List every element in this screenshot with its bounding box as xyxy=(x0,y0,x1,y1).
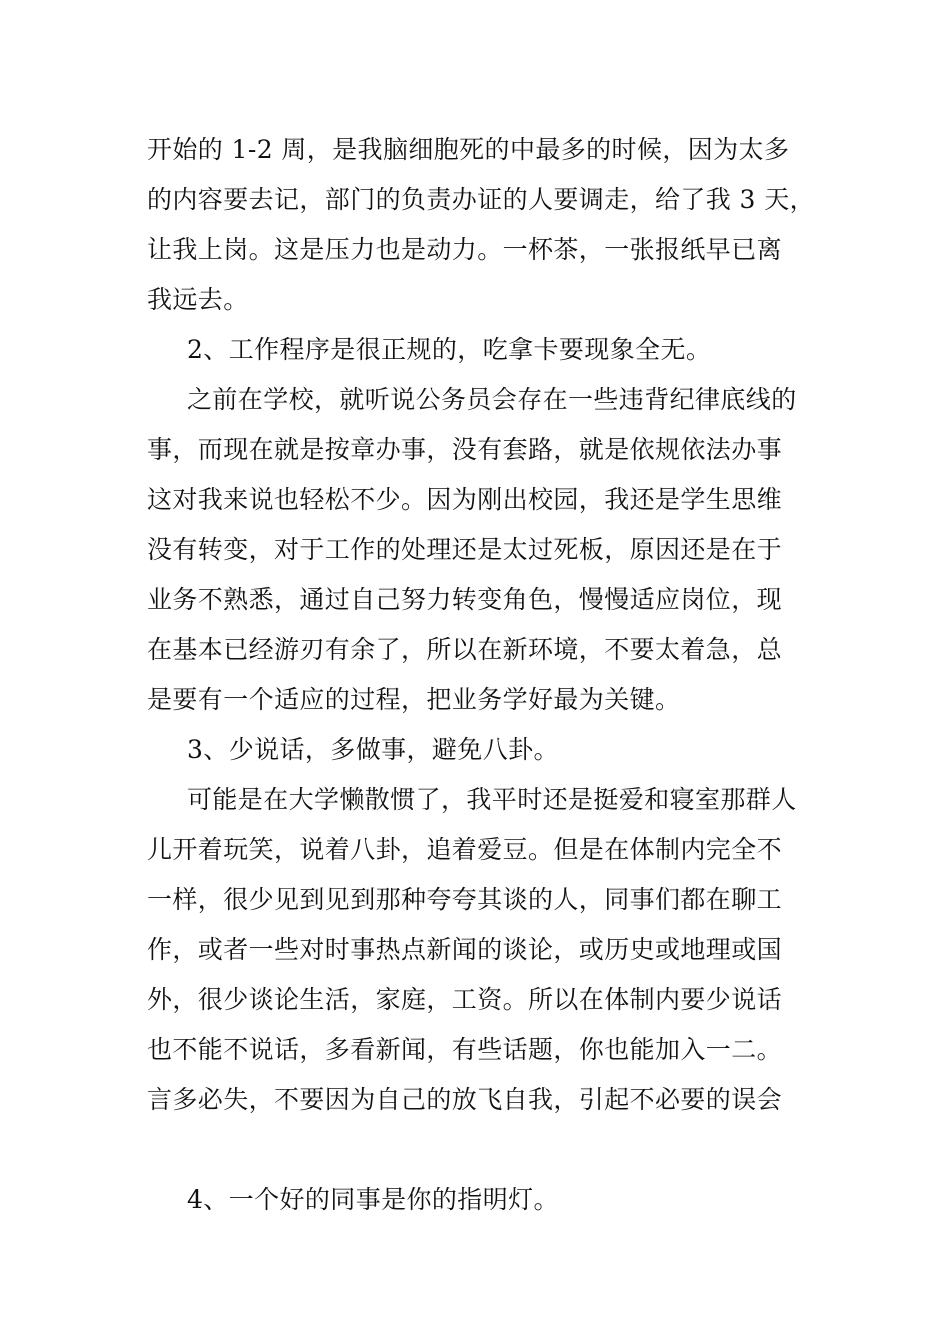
section-heading-4: 4、一个好的同事是你的指明灯。 xyxy=(187,1185,559,1214)
paragraph-line: 也不能不说话，多看新闻，有些话题，你也能加入一二。 xyxy=(147,1035,783,1064)
paragraph-line: 这对我来说也轻松不少。因为刚出校园，我还是学生思维 xyxy=(147,485,783,514)
paragraph-line: 的内容要去记，部门的负责办证的人要调走，给了我 3 天， xyxy=(147,185,816,214)
paragraph-line: 开始的 1-2 周，是我脑细胞死的中最多的时候，因为太多 xyxy=(147,135,790,164)
paragraph-line: 言多必失，不要因为自己的放飞自我，引起不必要的误会 xyxy=(147,1085,783,1114)
paragraph-line: 事，而现在就是按章办事，没有套路，就是依规依法办事 xyxy=(147,435,783,464)
paragraph-line: 没有转变，对于工作的处理还是太过死板，原因还是在于 xyxy=(147,535,783,564)
paragraph-line: 作，或者一些对时事热点新闻的谈论，或历史或地理或国 xyxy=(147,935,783,964)
paragraph-line: 外，很少谈论生活，家庭，工资。所以在体制内要少说话 xyxy=(147,985,783,1014)
paragraph-line: 一样，很少见到见到那种夸夸其谈的人，同事们都在聊工 xyxy=(147,885,783,914)
paragraph-line: 我远去。 xyxy=(147,285,249,314)
paragraph-line: 是要有一个适应的过程，把业务学好最为关键。 xyxy=(147,685,681,714)
paragraph-line: 可能是在大学懒散惯了，我平时还是挺爱和寝室那群人 xyxy=(187,785,797,814)
paragraph-line: 让我上岗。这是压力也是动力。一杯茶，一张报纸早已离 xyxy=(147,235,783,264)
paragraph-line: 儿开着玩笑，说着八卦，追着爱豆。但是在体制内完全不 xyxy=(147,835,783,864)
paragraph-line: 在基本已经游刃有余了，所以在新环境，不要太着急，总 xyxy=(147,635,783,664)
paragraph-line: 之前在学校，就听说公务员会存在一些违背纪律底线的 xyxy=(187,385,797,414)
section-heading-3: 3、少说话，多做事，避免八卦。 xyxy=(187,735,559,764)
paragraph-line: 业务不熟悉，通过自己努力转变角色，慢慢适应岗位，现 xyxy=(147,585,783,614)
section-heading-2: 2、工作程序是很正规的，吃拿卡要现象全无。 xyxy=(187,335,712,364)
